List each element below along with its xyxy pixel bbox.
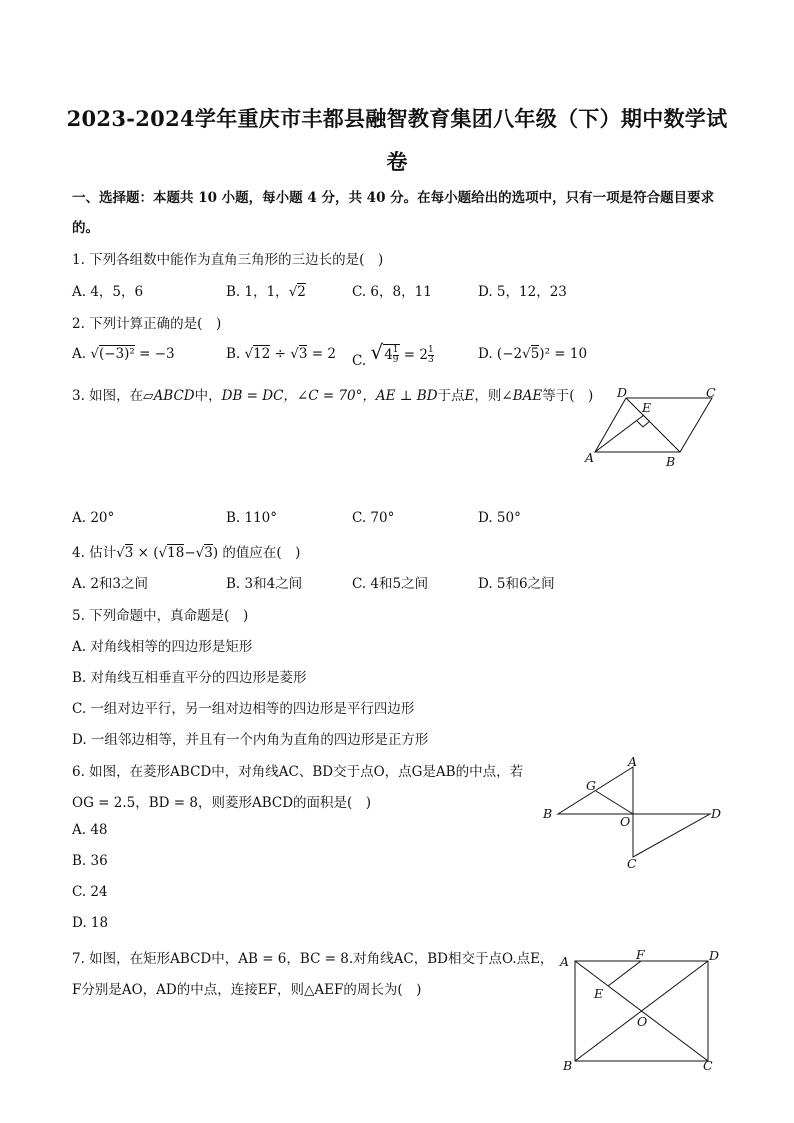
q3-segment-ae [595,415,644,452]
q7-label-a: A [560,954,570,969]
section-heading-line2: 的。 [72,220,99,236]
sqrt-symbol: √ [195,545,205,561]
q3-label-e: E [642,400,652,415]
q5-option-d: D. 一组邻边相等，并且有一个内角为直角的四边形是正方形 [72,732,429,748]
q3-stem-part: ，则∠ [474,388,513,404]
q3-right-angle-mark [637,421,650,427]
q3-diagonal-bd [626,398,680,452]
q6-option-a: A. 48 [72,822,108,838]
q3-option-c: C. 70° [352,510,395,526]
q2-option-b-prefix: B. [226,346,245,362]
sqrt-symbol: √ [116,545,125,561]
sqrt-symbol: √ [290,346,299,362]
q7-label-b: B [563,1058,573,1073]
q2-option-c-fraction-den: 9 [392,355,399,365]
sqrt-symbol: √ [370,340,384,364]
q4-stem-part: 4. 估计 [72,545,117,561]
q6-label-c: C [627,856,637,871]
q2-option-b-suffix: = 2 [307,346,336,362]
q3-stem-part: E [464,388,475,404]
q3-stem-part: 等于( ) [542,388,594,404]
q6-label-a: A [628,756,638,769]
q4-stem-part: × ( [133,545,159,561]
q2-option-d-suffix: )² = 10 [539,346,588,362]
q3-stem [72,384,593,404]
q4-option-a: A. 2和3之间 [72,576,149,592]
q1-option-a: A. 4，5，6 [72,284,144,300]
section-heading [72,186,714,206]
q2-stem: 2. 下列计算正确的是( ) [72,316,222,332]
q7-stem-line2: F分别是AO，AD的中点，连接EF，则△AEF的周长为( ) [72,982,422,998]
q3-label-d: D [617,385,628,400]
q6-option-c: C. 24 [72,884,108,900]
q2-option-c-answer-den: 3 [428,355,434,365]
exam-title-line1: 2023-2024学年重庆市丰都县融智教育集团八年级（下）期中数学试 [66,106,728,131]
q3-label-b: B [666,454,676,469]
q3-stem-part: BAE [512,388,543,404]
q7-label-f: F [636,947,645,962]
q6-label-b: B [543,806,553,821]
q3-stem-part: 3. 如图，在▱ [72,388,154,404]
q2-option-a-suffix: = −3 [134,346,175,362]
q5-stem: 5. 下列命题中，真命题是( ) [72,608,249,624]
q2-option-a-prefix: A. [72,346,91,362]
section-heading-line1: 一、选择题：本题共 10 小题，每小题 4 分，共 40 分。在每小题给出的选项中，只有一项是符合题目要求 [72,190,715,206]
q2-option-d-prefix: D. (−2 [478,346,523,362]
q7-rectangle-figure [556,946,726,1074]
q1-option-b-prefix: B. 1，1， [226,284,289,300]
sqrt-symbol: √ [244,346,254,362]
q3-label-c: C [706,385,716,400]
q4-option-b: B. 3和4之间 [226,576,303,592]
q2-option-a-radicand: (−3)² [98,346,135,362]
q2-option-b-radicand-1: 12 [253,346,271,362]
q3-option-d: D. 50° [478,510,521,526]
q2-option-c-fraction-num: 1 [392,345,399,355]
q6-segment-og [596,791,633,814]
q1-option-b [226,280,306,300]
q2-option-c-answer-num: 1 [428,345,434,355]
q2-option-b-divide: ÷ [270,346,291,362]
q1-option-b-radicand: 2 [297,284,306,300]
q4-stem-part: − [184,545,196,561]
q7-stem-line1: 7. 如图，在矩形ABCD中，AB = 6，BC = 8.对角线AC，BD相交于点O.点E， [72,951,554,967]
q4-option-d: D. 5和6之间 [478,576,555,592]
q2-option-c-prefix: C. [352,353,371,369]
q6-rhombus-figure [540,756,730,872]
q4-radicand-3: 3 [204,545,213,561]
sqrt-symbol: √ [90,346,99,362]
q7-label-o: O [637,1014,648,1029]
q6-stem-line1: 6. 如图，在菱形ABCD中，对角线AC、BD交于点O，点G是AB的中点，若 [72,764,524,780]
q3-stem-part: DB = DC，∠C = 70°，AE ⊥ BD [221,388,438,404]
q6-option-d: D. 18 [72,915,109,931]
q7-label-c: C [703,1058,713,1073]
q5-option-b: B. 对角线互相垂直平分的四边形是菱形 [72,670,307,686]
q2-option-b-radicand-2: 3 [298,346,308,362]
q2-option-c [352,340,434,369]
q6-rhombus [558,767,710,857]
q3-option-b: B. 110° [226,510,278,526]
q5-option-a: A. 对角线相等的四边形是矩形 [72,639,253,655]
q1-stem: 1. 下列各组数中能作为直角三角形的三边长的是( ) [72,252,384,268]
q4-radicand-1: 3 [124,545,134,561]
q6-label-d: D [711,806,722,821]
q2-option-b [226,346,336,362]
q4-radicand-2: 18 [167,545,185,561]
q3-parallelogram-figure [582,384,732,474]
sqrt-symbol: √ [288,284,298,300]
q4-option-c: C. 4和5之间 [352,576,429,592]
sqrt-symbol: √ [158,545,168,561]
q2-option-c-radicand [383,344,399,365]
q1-option-d: D. 5，12，23 [478,284,567,300]
q6-option-b: B. 36 [72,853,108,869]
q3-option-a: A. 20° [72,510,115,526]
q2-option-c-equals: = 2 [399,347,428,363]
q3-stem-part: 中， [194,388,222,404]
q2-option-c-answer-fraction [428,346,434,365]
q6-label-o: O [620,814,631,829]
q7-segment-ef [608,961,641,986]
q2-option-c-fraction [393,346,399,365]
q3-stem-part: ABCD [153,388,195,404]
q3-stem-part: 于点 [437,388,465,404]
q4-stem-part: ) 的值应在( ) [212,545,301,561]
q5-option-c: C. 一组对边平行，另一组对边相等的四边形是平行四边形 [72,701,415,717]
q7-label-e: E [594,986,604,1001]
exam-title-line2: 卷 [386,149,408,174]
q6-stem-line2: OG = 2.5，BD = 8，则菱形ABCD的面积是( ) [72,795,372,811]
q3-label-a: A [585,450,595,465]
q2-option-c-whole: 4 [384,347,393,363]
q2-option-a [72,346,175,362]
q6-label-g: G [586,778,596,793]
q1-option-c: C. 6，8，11 [352,284,432,300]
q2-option-d-radicand: 5 [530,346,540,362]
q7-label-d: D [709,948,720,963]
q2-option-d [478,346,587,362]
sqrt-symbol: √ [522,346,531,362]
q4-stem [72,541,300,561]
